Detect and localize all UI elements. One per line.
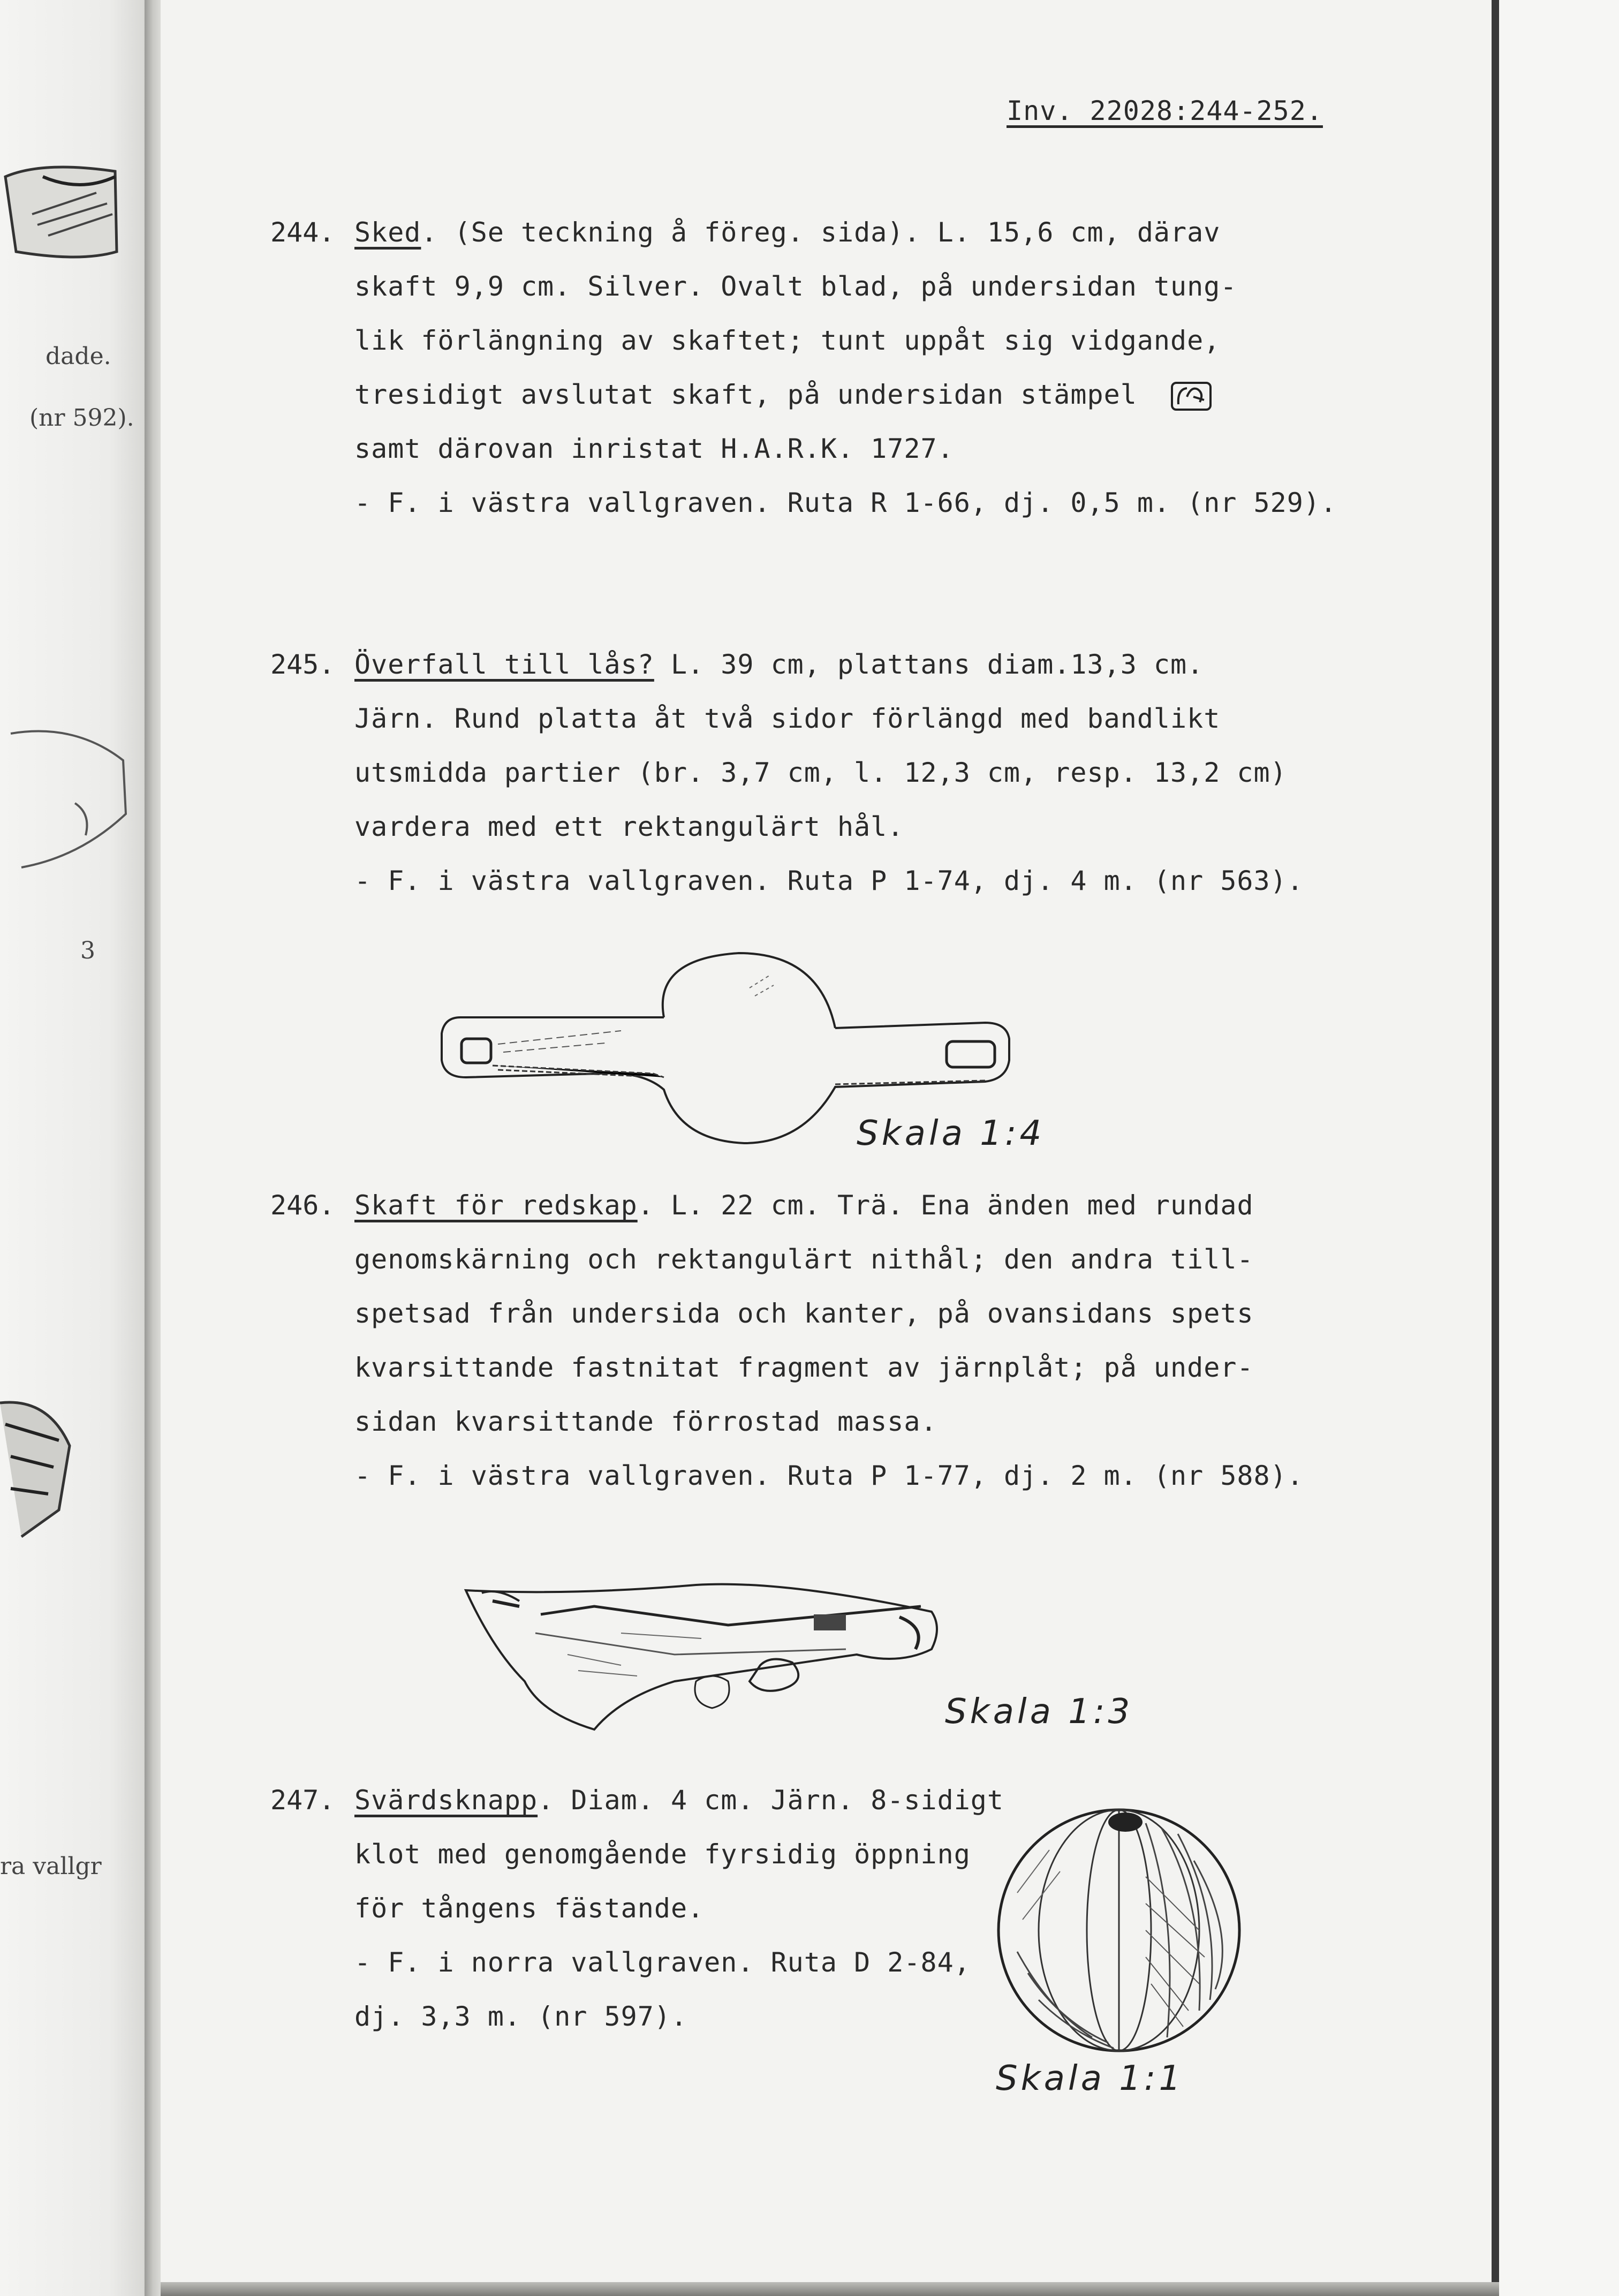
entry-line: för tångens fästande.: [354, 1893, 705, 1924]
scan-background: [1499, 0, 1619, 2296]
entry-line: skaft 9,9 cm. Silver. Ovalt blad, på undersidan tung-: [354, 271, 1237, 302]
entry-number: 245.: [270, 649, 335, 680]
entry-title: Skaft för redskap: [354, 1190, 638, 1221]
prev-page-text-fragment: ra vallgr: [0, 1853, 102, 1880]
entry-title: Svärdsknapp: [354, 1785, 538, 1816]
entry-number: 247.: [270, 1785, 335, 1816]
entry-line: - F. i västra vallgraven. Ruta R 1-66, dj. 0,5 m. (nr 529).: [354, 487, 1337, 518]
prev-page-text-fragment: dade.: [46, 343, 111, 370]
entry-line: lik förlängning av skaftet; tunt uppåt sig vidgande,: [354, 325, 1221, 356]
prev-page-text-fragment: 3: [80, 937, 95, 964]
entry-line: klot med genomgående fyrsidig öppning: [354, 1839, 971, 1870]
drawing-scale-label: Skala 1:3: [945, 1692, 1133, 1732]
entry-line: [354, 1190, 1254, 1221]
entry-title: Sked: [354, 217, 421, 248]
entry-text: tresidigt avslutat skaft, på undersidan stämpel: [354, 379, 1137, 410]
previous-page-strip: [0, 0, 155, 2296]
entry-line: Järn. Rund platta åt två sidor förlängd med bandlikt: [354, 703, 1221, 734]
entry-line: - F. i norra vallgraven. Ruta D 2-84,: [354, 1947, 971, 1978]
entry-line: samt därovan inristat H.A.R.K. 1727.: [354, 433, 954, 464]
entry-line: vardera med ett rektangulärt hål.: [354, 811, 904, 842]
entry-line: genomskärning och rektangulärt nithål; den andra till-: [354, 1244, 1254, 1275]
tool-handle-drawing: [460, 1574, 996, 1751]
entry-text: . (Se teckning å föreg. sida). L. 15,6 cm, därav: [421, 217, 1221, 248]
entry-line: [354, 649, 1204, 680]
drawing-scale-label: Skala 1:1: [996, 2059, 1184, 2098]
entry-line: spetsad från undersida och kanter, på ovansidans spets: [354, 1298, 1254, 1329]
entry-line: utsmidda partier (br. 3,7 cm, l. 12,3 cm, resp. 13,2 cm): [354, 757, 1287, 788]
entry-line: - F. i västra vallgraven. Ruta P 1-77, dj. 2 m. (nr 588).: [354, 1460, 1304, 1491]
entry-text: . L. 22 cm. Trä. Ena änden med rundad: [637, 1190, 1254, 1221]
entry-number: 246.: [270, 1190, 335, 1221]
entry-text: . Diam. 4 cm. Järn. 8-sidigt: [538, 1785, 1004, 1816]
entry-text: L. 39 cm, plattans diam.13,3 cm.: [654, 649, 1204, 680]
entry-title: Överfall till lås?: [354, 649, 654, 680]
entry-line: [354, 379, 1213, 413]
stamp-mark-icon: [1170, 381, 1213, 413]
entry-line: sidan kvarsittande förrostad massa.: [354, 1406, 937, 1437]
prev-page-text-fragment: (nr 592).: [29, 404, 134, 432]
inventory-number: Inv. 22028:244-252.: [1007, 95, 1323, 126]
drawing-scale-label: Skala 1:4: [857, 1114, 1045, 1153]
page-bottom-edge: [161, 2282, 1499, 2296]
entry-line: kvarsittande fastnitat fragment av järnplåt; på under-: [354, 1352, 1254, 1383]
entry-line: [354, 1785, 1004, 1816]
sword-pommel-drawing: [985, 1796, 1264, 2075]
page-right-edge: [1492, 0, 1499, 2296]
entry-line: [354, 217, 1220, 248]
entry-line: - F. i västra vallgraven. Ruta P 1-74, dj. 4 m. (nr 563).: [354, 865, 1304, 896]
entry-number: 244.: [270, 217, 335, 248]
entry-line: dj. 3,3 m. (nr 597).: [354, 2001, 688, 2032]
